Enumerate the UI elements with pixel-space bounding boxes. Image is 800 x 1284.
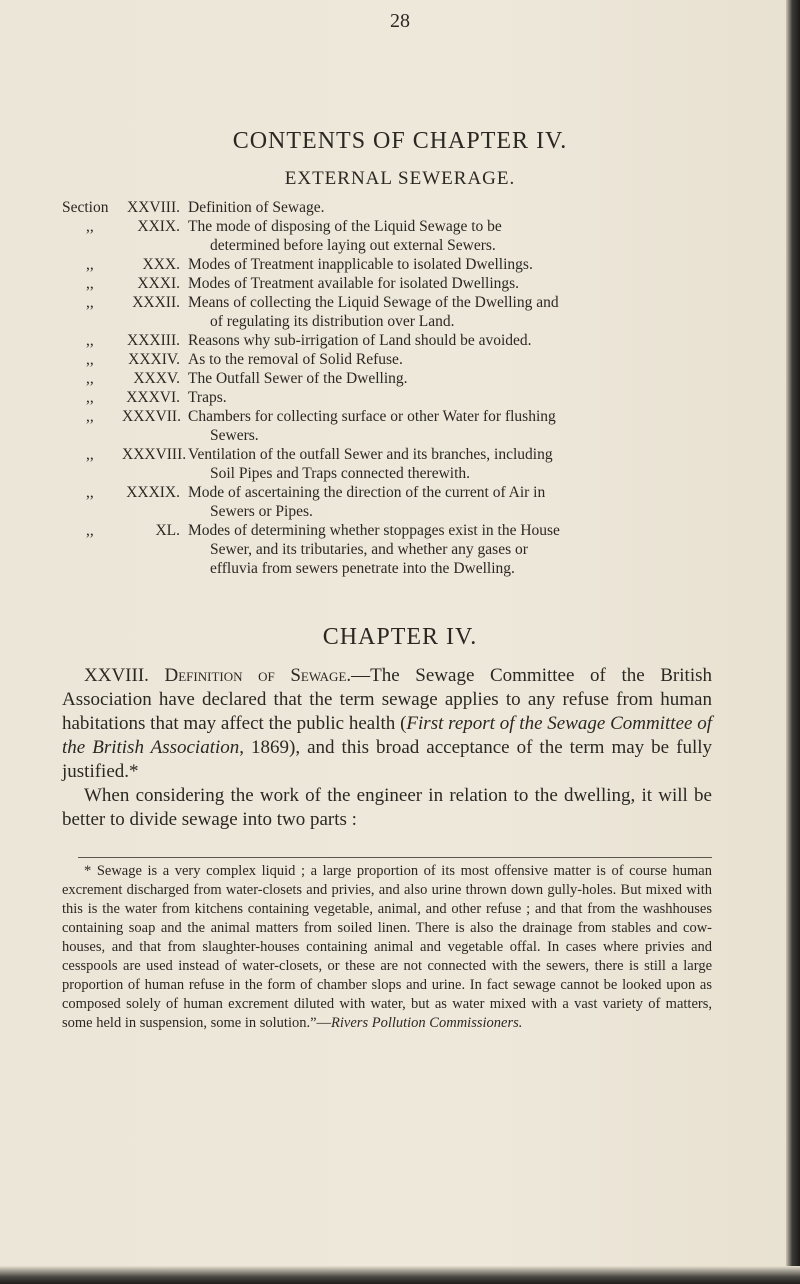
- contents-entry: [62, 521, 732, 578]
- ditto-mark: ,,: [86, 408, 94, 425]
- contents-entry: [62, 388, 732, 407]
- paragraph-two-parts: When considering the work of the engineer in relation to the dwelling, it will be better to divide sewage into two parts :: [62, 785, 712, 830]
- ditto-mark: ,,: [86, 370, 94, 387]
- entry-line: Sewers or Pipes.: [210, 503, 313, 520]
- entry-numeral: XL.: [155, 522, 180, 539]
- entry-line: The Outfall Sewer of the Dwelling.: [188, 370, 408, 387]
- contents-list: [62, 198, 732, 578]
- entry-line: Definition of Sewage.: [188, 199, 325, 216]
- contents-entry: [62, 350, 732, 369]
- ditto-mark: ,,: [86, 332, 94, 349]
- entry-description: [188, 445, 732, 483]
- entry-line: effluvia from sewers penetrate into the Dwelling.: [210, 560, 515, 577]
- ditto-mark: ,,: [86, 218, 94, 235]
- ditto-mark: ,,: [86, 294, 94, 311]
- entry-numeral: XXXVIII.: [122, 446, 187, 463]
- ditto-mark: ,,: [86, 275, 94, 292]
- entry-numeral: XXXVI.: [126, 389, 180, 406]
- ditto-mark: ,,: [86, 446, 94, 463]
- entry-line: Modes of Treatment available for isolated Dwellings.: [188, 275, 520, 292]
- entry-line: Ventilation of the outfall Sewer and its branches, including: [188, 446, 553, 463]
- contents-entry: [62, 483, 732, 521]
- entry-description: [188, 388, 732, 407]
- entry-line: Modes of Treatment inapplicable to isolated Dwellings.: [188, 256, 533, 273]
- ditto-mark: ,,: [86, 351, 94, 368]
- contents-title: CONTENTS OF CHAPTER IV.: [232, 128, 568, 154]
- paragraph-definition: [62, 664, 712, 784]
- ditto-mark: ,,: [86, 256, 94, 273]
- entry-description: [188, 293, 732, 331]
- entry-numeral: XXX.: [142, 256, 180, 273]
- entry-numeral: XXVIII.: [127, 199, 180, 216]
- contents-entry: [62, 255, 732, 274]
- entry-numeral: XXXIII.: [127, 332, 180, 349]
- entry-description: [188, 369, 732, 388]
- contents-entry: [62, 331, 732, 350]
- entry-numeral: XXXVII.: [122, 408, 181, 425]
- entry-line: Mode of ascertaining the direction of the current of Air in: [188, 484, 546, 501]
- entry-line: Sewer, and its tributaries, and whether any gases or: [210, 541, 528, 558]
- entry-numeral: XXXV.: [133, 370, 180, 387]
- paragraph-text-end: , 1869), and this broad acceptance of the term may be fully justified.*: [62, 737, 713, 782]
- ditto-mark: ,,: [86, 389, 94, 406]
- contents-entry: [62, 445, 732, 483]
- book-edge-right: [786, 0, 800, 1284]
- ditto-mark: ,,: [86, 522, 94, 539]
- contents-entry: [62, 407, 732, 445]
- footnote-divider: [78, 857, 712, 858]
- ditto-mark: ,,: [86, 484, 94, 501]
- entry-numeral: XXXIX.: [126, 484, 180, 501]
- cited-report: First report of the Sewage Committee of the British Association: [62, 713, 713, 758]
- entry-description: [188, 331, 732, 350]
- entry-description: [188, 217, 732, 255]
- entry-description: [188, 407, 732, 445]
- contents-entry: [62, 217, 732, 255]
- section-heading: Definition of Sewage.: [164, 665, 352, 686]
- page-number: 28: [390, 10, 410, 32]
- section-label: Section: [62, 199, 109, 216]
- entry-line: The mode of disposing of the Liquid Sewage to be: [188, 218, 502, 235]
- entry-description: [188, 198, 732, 217]
- entry-description: [188, 483, 732, 521]
- entry-line: Reasons why sub-irrigation of Land should be avoided.: [188, 332, 532, 349]
- entry-numeral: XXXIV.: [128, 351, 180, 368]
- entry-description: [188, 274, 732, 293]
- footnote-source: Rivers Pollution Commissioners.: [331, 1015, 523, 1031]
- entry-description: [188, 255, 732, 274]
- entry-description: [188, 521, 732, 578]
- entry-line: of regulating its distribution over Land.: [210, 313, 455, 330]
- entry-line: Modes of determining whether stoppages exist in the House: [188, 522, 560, 539]
- entry-line: determined before laying out external Sewers.: [210, 237, 496, 254]
- section-numeral: XXVIII.: [84, 665, 149, 686]
- footnote: [62, 862, 712, 1033]
- entry-line: Means of collecting the Liquid Sewage of the Dwelling and: [188, 294, 559, 311]
- footnote-text: * Sewage is a very complex liquid ; a large proportion of its most offensive matter is of course human excrement discharged from water-closets and privies, and also urine thrown down gully-holes. But mixed with this is the water from kitchens containing vegetable, animal, and other refuse ; and that from the washhouses containing soap and the animal matters from soiled linen. There is also the drainage from stables and cow-houses, and that from slaughter-houses containing animal and vegetable offal. In cases where privies and cesspools are used instead of water-closets, or these are not connected with the sewers, there is still a large proportion of human refuse in the form of chamber slops and urine. In fact sewage cannot be looked upon as composed solely of human excrement diluted with water, but as water mixed with a vast variety of matters, some held in suspension, some in solution.”—: [62, 863, 712, 1031]
- paragraph-text: —The Sewage Committee of the British Association have declared that the term sewage applies to any refuse from human habitations that may affect the public health (: [62, 665, 712, 734]
- chapter-heading: CHAPTER IV.: [322, 624, 478, 650]
- entry-line: Traps.: [188, 389, 227, 406]
- entry-numeral: XXXII.: [132, 294, 180, 311]
- book-edge-bottom: [0, 1266, 800, 1284]
- contents-entry: [62, 293, 732, 331]
- entry-line: As to the removal of Solid Refuse.: [188, 351, 403, 368]
- contents-subtitle: EXTERNAL SEWERAGE.: [284, 168, 516, 189]
- chapter-body: [62, 664, 712, 832]
- entry-line: Chambers for collecting surface or other Water for flushing: [188, 408, 556, 425]
- contents-entry: [62, 369, 732, 388]
- entry-numeral: XXIX.: [137, 218, 180, 235]
- contents-entry: [62, 274, 732, 293]
- entry-numeral: XXXI.: [137, 275, 180, 292]
- entry-line: Sewers.: [210, 427, 259, 444]
- contents-entry: [62, 198, 732, 217]
- entry-description: [188, 350, 732, 369]
- entry-line: Soil Pipes and Traps connected therewith.: [210, 465, 471, 482]
